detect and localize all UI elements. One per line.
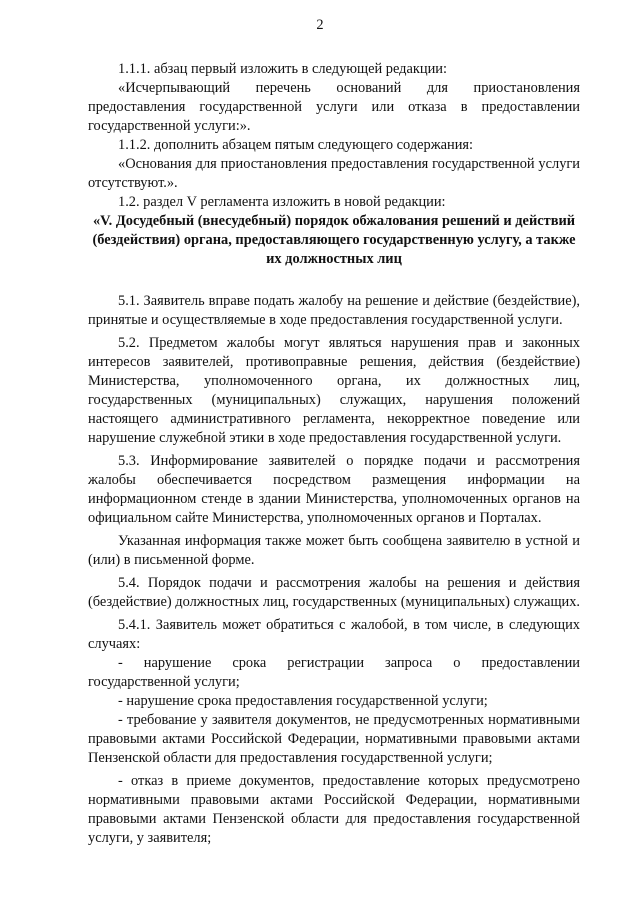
paragraph-5-3: 5.3. Информирование заявителей о порядке подачи и рассмотрения жалобы обеспечивается посредством размещения информации на информационном стенде в здании Министерства, уполномоченных органов на официальном сайте Министерства, уполномоченных органов и Порталах. <box>88 453 580 526</box>
document-body <box>88 60 580 848</box>
list-item: - отказ в приеме документов, предоставление которых предусмотрено нормативными правовыми актами Российской Федерации, нормативными правовыми актами Пензенской области для предоставления государственной услуги, у заявителя; <box>88 773 580 846</box>
paragraph: Указанная информация также может быть сообщена заявителю в устной и (или) в письменной форме. <box>88 533 580 568</box>
list-item: - нарушение срока предоставления государственной услуги; <box>118 693 488 709</box>
paragraph: «Основания для приостановления предоставления государственной услуги отсутствуют.». <box>88 156 580 191</box>
list-item: - нарушение срока регистрации запроса о предоставлении государственной услуги; <box>88 655 580 690</box>
paragraph: «Исчерпывающий перечень оснований для приостановления предоставления государственной услуги или отказа в предоставлении государственной услуги:». <box>88 80 580 134</box>
paragraph: 1.1.2. дополнить абзацем пятым следующего содержания: <box>118 137 474 153</box>
page-number: 2 <box>316 17 324 33</box>
paragraph: 1.1.1. абзац первый изложить в следующей редакции: <box>118 61 447 77</box>
paragraph: 1.2. раздел V регламента изложить в новой редакции: <box>118 194 446 210</box>
paragraph-5-1: 5.1. Заявитель вправе подать жалобу на решение и действие (бездействие), принятые и осуществляемые в ходе предоставления государственной услуги. <box>88 293 580 328</box>
section-heading: «V. Досудебный (внесудебный) порядок обжалования решений и действий (бездействия) органа, предоставляющего государственную услугу, а также их должностных лиц <box>92 213 576 267</box>
paragraph-5-4: 5.4. Порядок подачи и рассмотрения жалобы на решения и действия (бездействие) должностных лиц, государственных (муниципальных) служащих. <box>88 575 581 610</box>
paragraph-5-4-1: 5.4.1. Заявитель может обратиться с жалобой, в том числе, в следующих случаях: <box>88 617 580 652</box>
list-item: - требование у заявителя документов, не предусмотренных нормативными правовыми актами Российской Федерации, нормативными правовыми актами Пензенской области для предоставления государственной услуги; <box>88 712 580 766</box>
paragraph-5-2: 5.2. Предметом жалобы могут являться нарушения прав и законных интересов заявителей, противоправные решения, действия (бездействие) Министерства, уполномоченного органа, их должностных лиц, государственных (муниципальных) служащих, нарушения положений настоящего административного регламента, некорректное поведение или нарушение служебной этики в ходе предоставления государственной услуги. <box>88 335 580 446</box>
